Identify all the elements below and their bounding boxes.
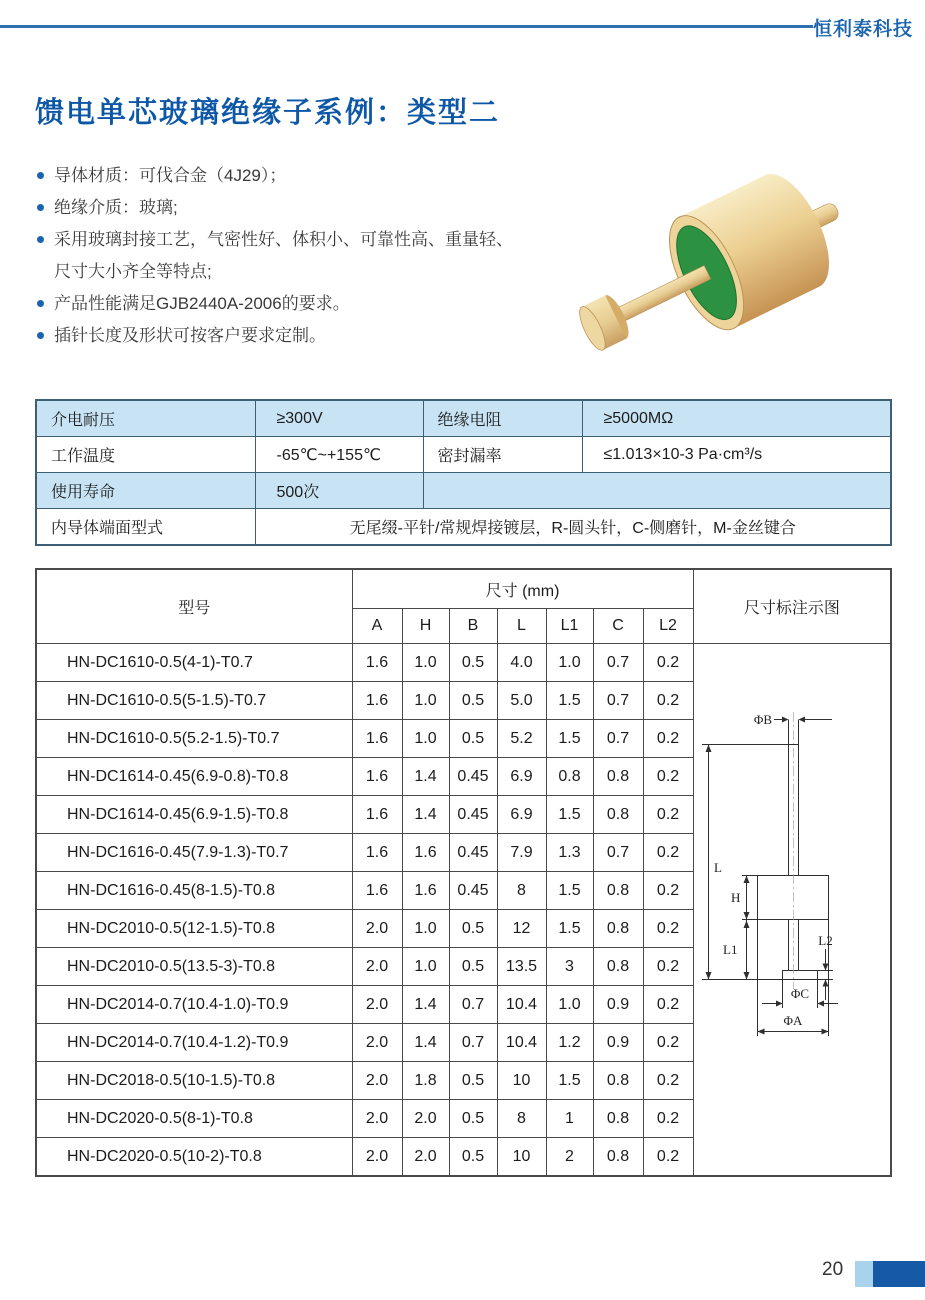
model-cell: HN-DC2020-0.5(8-1)-T0.8 (36, 1100, 352, 1138)
dim-value-cell: 0.8 (593, 758, 643, 796)
dim-value-cell: 2.0 (352, 1062, 402, 1100)
model-cell: HN-DC1610-0.5(5-1.5)-T0.7 (36, 682, 352, 720)
dim-value-cell: 0.2 (643, 1062, 693, 1100)
dim-value-cell: 0.7 (593, 644, 643, 682)
page-title: 馈电单芯玻璃绝缘子系例：类型二 (35, 97, 501, 129)
column-header-b: B (449, 609, 497, 644)
spec-value: -65℃~+155℃ (255, 437, 423, 473)
dim-value-cell: 0.8 (593, 1100, 643, 1138)
dim-value-cell: 2.0 (352, 1138, 402, 1177)
model-cell: HN-DC2010-0.5(12-1.5)-T0.8 (36, 910, 352, 948)
dim-value-cell: 1.6 (352, 796, 402, 834)
dim-value-cell: 6.9 (497, 796, 546, 834)
dim-value-cell: 1.8 (402, 1062, 449, 1100)
dim-value-cell: 10.4 (497, 986, 546, 1024)
dim-value-cell: 0.5 (449, 910, 497, 948)
feature-text: 绝缘介质：玻璃; (54, 198, 178, 217)
dim-value-cell: 0.2 (643, 1024, 693, 1062)
model-table (35, 568, 892, 1177)
dim-value-cell: 0.2 (643, 910, 693, 948)
column-header-h: H (402, 609, 449, 644)
spec-label: 使用寿命 (36, 473, 255, 509)
feature-item (37, 256, 582, 288)
column-header-diagram: 尺寸标注示图 (693, 569, 891, 644)
dim-value-cell: 8 (497, 1100, 546, 1138)
dim-value-cell: 4.0 (497, 644, 546, 682)
dim-value-cell: 0.2 (643, 834, 693, 872)
table-row (36, 400, 891, 437)
dim-value-cell: 0.2 (643, 682, 693, 720)
dim-value-cell: 0.8 (593, 948, 643, 986)
dim-value-cell: 0.5 (449, 682, 497, 720)
dim-value-cell: 2.0 (402, 1138, 449, 1177)
column-header-dimensions: 尺寸 (mm) (352, 569, 693, 609)
dim-value-cell: 0.8 (546, 758, 593, 796)
dim-value-cell: 1.6 (352, 758, 402, 796)
spec-value: ≥300V (255, 400, 423, 437)
feature-text: 插针长度及形状可按客户要求定制。 (54, 326, 326, 345)
spec-value: 500次 (255, 473, 423, 509)
dim-value-cell: 1.5 (546, 682, 593, 720)
dim-value-cell: 2 (546, 1138, 593, 1177)
dim-value-cell: 0.45 (449, 758, 497, 796)
dim-value-cell: 0.9 (593, 986, 643, 1024)
dim-label-l1: L1 (722, 942, 738, 957)
product-image (572, 148, 902, 368)
dim-value-cell: 2.0 (352, 1100, 402, 1138)
dim-value-cell: 1.6 (352, 872, 402, 910)
spec-label: 绝缘电阻 (423, 400, 582, 437)
feature-text: 导体材质：可伐合金（4J29）； (54, 166, 287, 185)
model-cell: HN-DC2010-0.5(13.5-3)-T0.8 (36, 948, 352, 986)
model-cell: HN-DC2018-0.5(10-1.5)-T0.8 (36, 1062, 352, 1100)
dim-label-phic: ΦC (790, 986, 809, 1001)
spec-table (35, 399, 892, 546)
model-cell: HN-DC2014-0.7(10.4-1.2)-T0.9 (36, 1024, 352, 1062)
dim-label-phib: ΦB (753, 712, 772, 727)
dim-value-cell: 1.6 (352, 720, 402, 758)
feature-text: 尺寸大小齐全等特点; (54, 262, 212, 281)
dim-value-cell: 2.0 (402, 1100, 449, 1138)
footer-accent-dark (873, 1261, 925, 1287)
dim-value-cell: 5.0 (497, 682, 546, 720)
dim-value-cell: 0.5 (449, 1138, 497, 1177)
table-header-row (36, 569, 891, 609)
dim-value-cell: 0.2 (643, 758, 693, 796)
dim-value-cell: 1.0 (402, 644, 449, 682)
dim-value-cell: 8 (497, 872, 546, 910)
dim-value-cell: 0.45 (449, 796, 497, 834)
dim-value-cell: 1.5 (546, 720, 593, 758)
model-cell: HN-DC1614-0.45(6.9-0.8)-T0.8 (36, 758, 352, 796)
dim-value-cell: 1.4 (402, 1024, 449, 1062)
dim-value-cell: 1.5 (546, 796, 593, 834)
column-header-c: C (593, 609, 643, 644)
dim-value-cell: 0.45 (449, 834, 497, 872)
dim-value-cell: 1.4 (402, 758, 449, 796)
dim-value-cell: 0.2 (643, 872, 693, 910)
spec-label: 密封漏率 (423, 437, 582, 473)
bullet-dot-icon (37, 204, 44, 211)
dim-value-cell: 0.7 (593, 834, 643, 872)
dim-value-cell: 1.5 (546, 1062, 593, 1100)
dim-value-cell: 1.3 (546, 834, 593, 872)
bullet-dot-icon (37, 236, 44, 243)
footer-accent-light (855, 1261, 873, 1287)
dim-value-cell: 0.7 (593, 682, 643, 720)
column-header-l1: L1 (546, 609, 593, 644)
model-cell: HN-DC2014-0.7(10.4-1.0)-T0.9 (36, 986, 352, 1024)
bullet-dot-icon (37, 172, 44, 179)
dim-value-cell: 0.8 (593, 1062, 643, 1100)
spec-value: ≤1.013×10-3 Pa·cm³/s (582, 437, 891, 473)
dim-value-cell: 1.4 (402, 986, 449, 1024)
spec-value: ≥5000MΩ (582, 400, 891, 437)
dim-value-cell: 0.5 (449, 1100, 497, 1138)
feature-item (37, 192, 582, 224)
column-header-a: A (352, 609, 402, 644)
dim-value-cell: 0.2 (643, 1138, 693, 1177)
dim-value-cell: 1.6 (402, 872, 449, 910)
dim-value-cell: 0.2 (643, 948, 693, 986)
feature-item (37, 160, 582, 192)
feature-item (37, 224, 582, 256)
dim-value-cell: 1.5 (546, 872, 593, 910)
dim-value-cell: 0.2 (643, 1100, 693, 1138)
dim-value-cell: 2.0 (352, 948, 402, 986)
dim-value-cell: 1.5 (546, 910, 593, 948)
feature-text: 产品性能满足GJB2440A-2006的要求。 (54, 294, 350, 313)
table-row (36, 473, 891, 509)
model-cell: HN-DC2020-0.5(10-2)-T0.8 (36, 1138, 352, 1177)
dim-value-cell: 0.8 (593, 796, 643, 834)
dim-value-cell: 1.0 (546, 986, 593, 1024)
dim-value-cell: 1.0 (402, 682, 449, 720)
dim-value-cell: 1.2 (546, 1024, 593, 1062)
dim-value-cell: 0.7 (593, 720, 643, 758)
page-number: 20 (822, 1259, 844, 1280)
dimension-diagram-cell (693, 644, 891, 1177)
dim-label-phia: ΦA (783, 1013, 803, 1028)
dim-value-cell: 12 (497, 910, 546, 948)
dim-value-cell: 1.6 (352, 834, 402, 872)
spec-label: 介电耐压 (36, 400, 255, 437)
dim-value-cell: 7.9 (497, 834, 546, 872)
dim-value-cell: 1.0 (402, 910, 449, 948)
dim-value-cell: 0.2 (643, 986, 693, 1024)
dim-value-cell: 6.9 (497, 758, 546, 796)
dim-value-cell: 0.9 (593, 1024, 643, 1062)
dim-value-cell: 1.6 (402, 834, 449, 872)
dim-value-cell: 0.5 (449, 644, 497, 682)
dim-value-cell: 2.0 (352, 1024, 402, 1062)
dim-value-cell: 1 (546, 1100, 593, 1138)
dim-value-cell: 0.7 (449, 986, 497, 1024)
dim-value-cell: 0.45 (449, 872, 497, 910)
dim-value-cell: 10 (497, 1062, 546, 1100)
model-cell: HN-DC1610-0.5(5.2-1.5)-T0.7 (36, 720, 352, 758)
spec-label: 工作温度 (36, 437, 255, 473)
model-cell: HN-DC1616-0.45(8-1.5)-T0.8 (36, 872, 352, 910)
dim-value-cell: 0.5 (449, 720, 497, 758)
dim-value-cell: 1.6 (352, 682, 402, 720)
dim-value-cell: 0.2 (643, 644, 693, 682)
model-table-body (36, 644, 891, 1177)
dim-value-cell: 2.0 (352, 986, 402, 1024)
dim-label-h: H (730, 890, 741, 905)
model-cell: HN-DC1610-0.5(4-1)-T0.7 (36, 644, 352, 682)
dim-value-cell: 0.8 (593, 1138, 643, 1177)
model-cell: HN-DC1614-0.45(6.9-1.5)-T0.8 (36, 796, 352, 834)
dim-value-cell: 1.0 (546, 644, 593, 682)
column-header-model: 型号 (36, 569, 352, 644)
dim-value-cell: 10 (497, 1138, 546, 1177)
dim-value-cell: 3 (546, 948, 593, 986)
spec-empty-cell (423, 473, 891, 509)
bullet-dot-icon (37, 300, 44, 307)
column-header-l: L (497, 609, 546, 644)
dim-value-cell: 13.5 (497, 948, 546, 986)
dim-value-cell: 0.5 (449, 1062, 497, 1100)
table-row (36, 644, 891, 682)
spec-label: 内导体端面型式 (36, 509, 255, 546)
bullet-dot-icon (37, 332, 44, 339)
model-cell: HN-DC1616-0.45(7.9-1.3)-T0.7 (36, 834, 352, 872)
spec-value: 无尾缀-平针/常规焊接镀层，R-圆头针，C-侧磨针，M-金丝键合 (255, 509, 891, 546)
feature-list (37, 160, 582, 352)
dim-value-cell: 1.6 (352, 644, 402, 682)
dim-value-cell: 0.5 (449, 948, 497, 986)
dimension-diagram (694, 644, 890, 1147)
dim-value-cell: 1.4 (402, 796, 449, 834)
dim-label-l2: L2 (818, 933, 833, 948)
dim-value-cell: 0.7 (449, 1024, 497, 1062)
dim-value-cell: 0.8 (593, 872, 643, 910)
dim-value-cell: 0.8 (593, 910, 643, 948)
table-row (36, 437, 891, 473)
feature-text: 采用玻璃封接工艺，气密性好、体积小、可靠性高、重量轻、 (54, 230, 513, 249)
table-row (36, 509, 891, 546)
dim-value-cell: 1.0 (402, 720, 449, 758)
feature-item (37, 320, 582, 352)
dim-value-cell: 0.2 (643, 796, 693, 834)
brand-name: 恒利泰科技 (812, 19, 913, 40)
column-header-l2: L2 (643, 609, 693, 644)
header-rule (0, 25, 813, 28)
feature-item (37, 288, 582, 320)
dim-label-l: L (713, 860, 722, 875)
dim-value-cell: 2.0 (352, 910, 402, 948)
dim-value-cell: 0.2 (643, 720, 693, 758)
dim-value-cell: 1.0 (402, 948, 449, 986)
dim-value-cell: 5.2 (497, 720, 546, 758)
dim-value-cell: 10.4 (497, 1024, 546, 1062)
